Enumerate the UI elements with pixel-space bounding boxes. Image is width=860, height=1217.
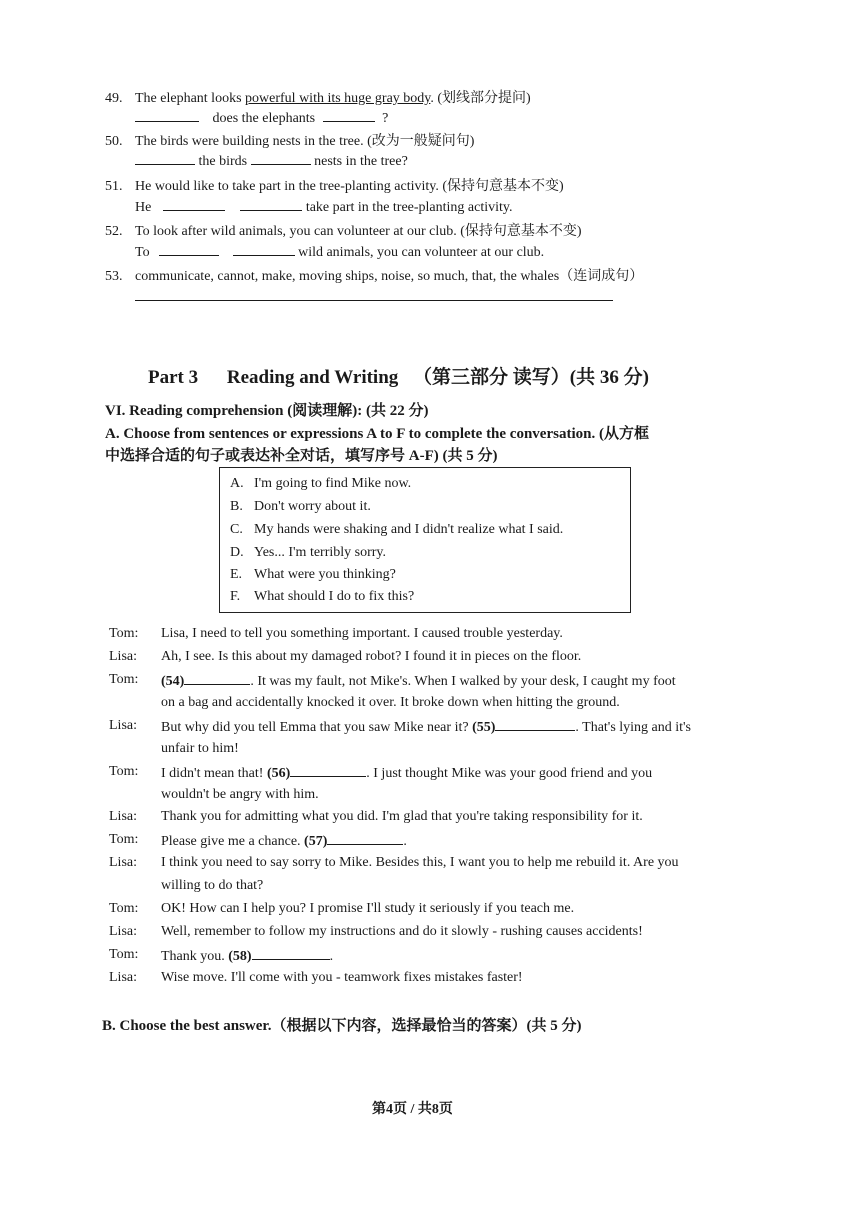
blank-number: (56) [266, 766, 291, 781]
question-49 [105, 87, 531, 107]
option-a [230, 476, 411, 492]
answer-blank-54[interactable] [184, 672, 250, 685]
dialogue-line: OK! How can I help you? I promise I'll study it seriously if you teach me. [161, 901, 575, 916]
option-letter: A. [230, 476, 244, 491]
option-letter: E. [230, 567, 243, 582]
speaker-label: Tom: [109, 901, 139, 916]
answer-blank-58[interactable] [252, 947, 330, 960]
answer-line-text: ? [382, 111, 389, 126]
question-number: 53. [105, 269, 123, 284]
question-51 [105, 175, 564, 195]
part-title: Reading and Writing [226, 367, 399, 388]
option-c [230, 522, 563, 538]
dialogue-text: Please give me a chance. [161, 834, 301, 849]
dialogue-line-continued: willing to do that? [161, 878, 264, 893]
dialogue-line [161, 672, 676, 690]
question-52 [105, 220, 582, 240]
option-text: Don't worry about it. [254, 499, 371, 514]
dialogue-line-continued: unfair to him! [161, 741, 239, 756]
options-box [219, 467, 631, 613]
underlined-phrase: powerful with its huge gray body [245, 91, 431, 106]
question-text: The elephant looks [135, 91, 246, 106]
answer-blank-56[interactable] [290, 764, 366, 777]
answer-blank[interactable] [135, 109, 199, 122]
question-51-answer-line [135, 198, 513, 216]
answer-line-text: nests in the tree? [314, 154, 408, 169]
question-number: 49. [105, 91, 123, 106]
dialogue-line: Lisa, I need to tell you something important. I caused trouble yesterday. [161, 626, 563, 641]
answer-line-text: does the elephants [212, 111, 316, 126]
dialogue-line: Ah, I see. Is this about my damaged robot? I found it in pieces on the floor. [161, 649, 582, 664]
answer-blank[interactable] [135, 152, 195, 165]
answer-blank[interactable] [240, 198, 302, 211]
option-letter: C. [230, 522, 243, 537]
dialogue-line: I think you need to say sorry to Mike. Besides this, I want you to help me rebuild it. Are you [161, 855, 679, 870]
speaker-label: Lisa: [109, 924, 137, 939]
part-label: Part 3 [148, 367, 199, 388]
option-letter: B. [230, 499, 243, 514]
section-a-instruction-line2: 中选择合适的句子或表达补全对话，填写序号 A-F) (共 5 分) [105, 448, 498, 464]
dialogue-line [161, 718, 691, 736]
dialogue-text: . [403, 834, 407, 849]
page-footer: 第4页 / 共8页 [372, 1102, 453, 1117]
option-text: What were you thinking? [254, 567, 396, 582]
answer-blank[interactable] [251, 152, 311, 165]
dialogue-text: . That's lying and it's [575, 720, 692, 735]
answer-blank[interactable] [159, 243, 219, 256]
dialogue-line: Thank you for admitting what you did. I'm glad that you're taking responsibility for it. [161, 809, 643, 824]
section-a-instruction-line1: A. Choose from sentences or expressions A to F to complete the conversation. (从方框 [105, 426, 649, 442]
speaker-label: Tom: [109, 947, 139, 962]
part-title-cn: （第三部分 读写）(共 36 分) [413, 367, 649, 388]
answer-blank[interactable] [163, 198, 225, 211]
dialogue-line: Wise move. I'll come with you - teamwork fixes mistakes faster! [161, 970, 523, 985]
dialogue-line-continued: on a bag and accidentally knocked it over. It broke down when hitting the ground. [161, 695, 620, 710]
option-text: My hands were shaking and I didn't realize what I said. [254, 522, 564, 537]
dialogue-line-continued: wouldn't be angry with him. [161, 787, 319, 802]
section-b-instruction: B. Choose the best answer.（根据以下内容，选择最恰当的答案）(共 5 分) [102, 1018, 582, 1034]
answer-blank-57[interactable] [327, 832, 403, 845]
speaker-label: Lisa: [109, 855, 137, 870]
blank-number: (54) [161, 674, 185, 689]
dialogue-line: Well, remember to follow my instructions and do it slowly - rushing causes accidents! [161, 924, 643, 939]
question-52-answer-line [135, 243, 544, 261]
dialogue-text: . It was my fault, not Mike's. When I walked by your desk, I caught my foot [250, 674, 676, 689]
speaker-label: Tom: [109, 626, 139, 641]
question-text: To look after wild animals, you can volunteer at our club. (保持句意基本不变) [135, 224, 582, 239]
question-text: He would like to take part in the tree-planting activity. (保持句意基本不变) [135, 179, 564, 194]
question-number: 50. [105, 134, 123, 149]
dialogue-text: Thank you. [161, 949, 225, 964]
option-e [230, 567, 396, 583]
question-text: communicate, cannot, make, moving ships, noise, so much, that, the whales（连词成句） [135, 269, 644, 284]
blank-number: (58) [228, 949, 252, 964]
answer-line-text: To [135, 245, 150, 260]
speaker-label: Lisa: [109, 970, 137, 985]
question-instruction: . (划线部分提问) [430, 91, 531, 106]
question-53 [105, 265, 643, 285]
answer-blank[interactable] [323, 109, 375, 122]
question-50-answer-line [135, 152, 408, 170]
answer-line-text: take part in the tree-planting activity. [305, 200, 513, 215]
dialogue-text: . [329, 949, 334, 964]
dialogue-text: . I just thought Mike was your good friend and you [366, 766, 653, 781]
answer-blank[interactable] [233, 243, 295, 256]
answer-line-text: the birds [198, 154, 248, 169]
answer-line-53[interactable] [135, 290, 613, 301]
dialogue-line [161, 764, 652, 782]
option-text: Yes... I'm terribly sorry. [254, 545, 387, 560]
dialogue-line [161, 832, 407, 850]
option-d [230, 545, 386, 561]
option-text: What should I do to fix this? [254, 589, 415, 604]
question-49-answer-line [135, 109, 388, 127]
answer-line-text: wild animals, you can volunteer at our club. [298, 245, 545, 260]
blank-number: (55) [472, 720, 496, 735]
option-f [230, 589, 414, 605]
speaker-label: Lisa: [109, 649, 137, 664]
speaker-label: Tom: [109, 672, 139, 687]
section-vi-heading: VI. Reading comprehension (阅读理解): (共 22 分) [105, 403, 429, 419]
option-letter: D. [230, 545, 244, 560]
speaker-label: Lisa: [109, 718, 137, 733]
speaker-label: Tom: [109, 764, 139, 779]
dialogue-text: I didn't mean that! [161, 766, 264, 781]
option-text: I'm going to find Mike now. [254, 476, 412, 491]
part-3-heading [148, 362, 649, 389]
question-text: The birds were building nests in the tree. (改为一般疑问句) [135, 134, 475, 149]
blank-number: (57) [304, 834, 328, 849]
question-50 [105, 130, 474, 150]
answer-line-text: He [135, 200, 152, 215]
option-b [230, 499, 371, 515]
dialogue-line [161, 947, 333, 965]
question-number: 52. [105, 224, 123, 239]
question-number: 51. [105, 179, 123, 194]
speaker-label: Tom: [109, 832, 139, 847]
answer-blank-55[interactable] [495, 718, 575, 731]
dialogue-text: But why did you tell Emma that you saw Mike near it? [161, 720, 469, 735]
option-letter: F. [230, 589, 241, 604]
speaker-label: Lisa: [109, 809, 137, 824]
